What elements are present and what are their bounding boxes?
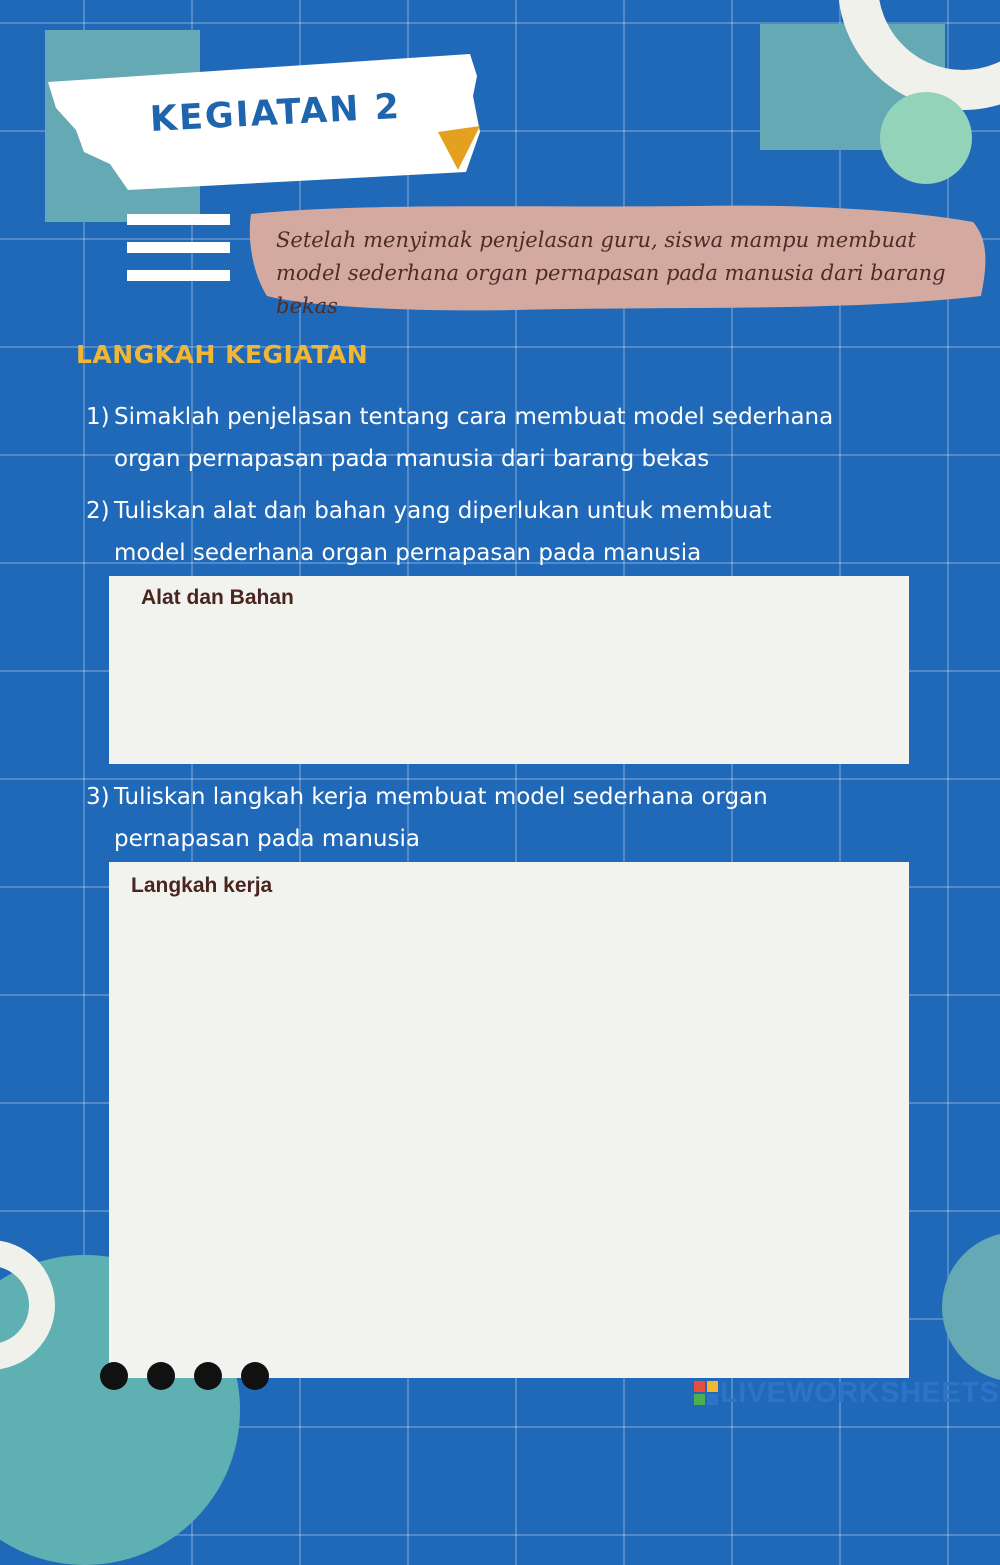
- page-title: KEGIATAN 2: [148, 86, 402, 140]
- decor-teal-blob-bottom-right: [942, 1232, 1000, 1382]
- decor-dot: [147, 1362, 175, 1390]
- objective-text: Setelah menyimak penjelasan guru, siswa mampu membuat model sederhana organ pernapasan pada manusia dari barang bekas: [276, 228, 946, 318]
- step-number: 2): [86, 498, 110, 524]
- langkah-kerja-answer-box[interactable]: [109, 862, 909, 1378]
- step-text: Simaklah penjelasan tentang cara membuat model sederhana: [114, 404, 834, 430]
- step-text: Tuliskan langkah kerja membuat model sederhana organ: [114, 784, 768, 810]
- watermark-text: LIVEWORKSHEETS: [720, 1377, 1000, 1409]
- step-number: 3): [86, 784, 110, 810]
- step-3: [86, 776, 916, 860]
- step-1: [86, 396, 916, 480]
- alat-bahan-answer-box[interactable]: [109, 576, 909, 764]
- decor-bar: [127, 242, 230, 253]
- step-2: [86, 490, 916, 574]
- decor-dot: [241, 1362, 269, 1390]
- step-text-continued: pernapasan pada manusia: [114, 826, 420, 852]
- decor-dot: [194, 1362, 222, 1390]
- decor-bar: [127, 214, 230, 225]
- step-text-continued: organ pernapasan pada manusia dari barang bekas: [114, 446, 710, 472]
- langkah-kerja-label: Langkah kerja: [131, 874, 273, 897]
- alat-bahan-label: Alat dan Bahan: [141, 586, 294, 609]
- decor-bar: [127, 270, 230, 281]
- liveworksheets-watermark: [694, 1377, 999, 1410]
- step-number: 1): [86, 404, 110, 430]
- decor-dot: [100, 1362, 128, 1390]
- section-heading: LANGKAH KEGIATAN: [76, 340, 369, 369]
- decor-mint-circle: [880, 92, 972, 184]
- liveworksheets-logo-icon: [694, 1381, 718, 1405]
- step-text-continued: model sederhana organ pernapasan pada manusia: [114, 540, 702, 566]
- step-text: Tuliskan alat dan bahan yang diperlukan untuk membuat: [114, 498, 772, 524]
